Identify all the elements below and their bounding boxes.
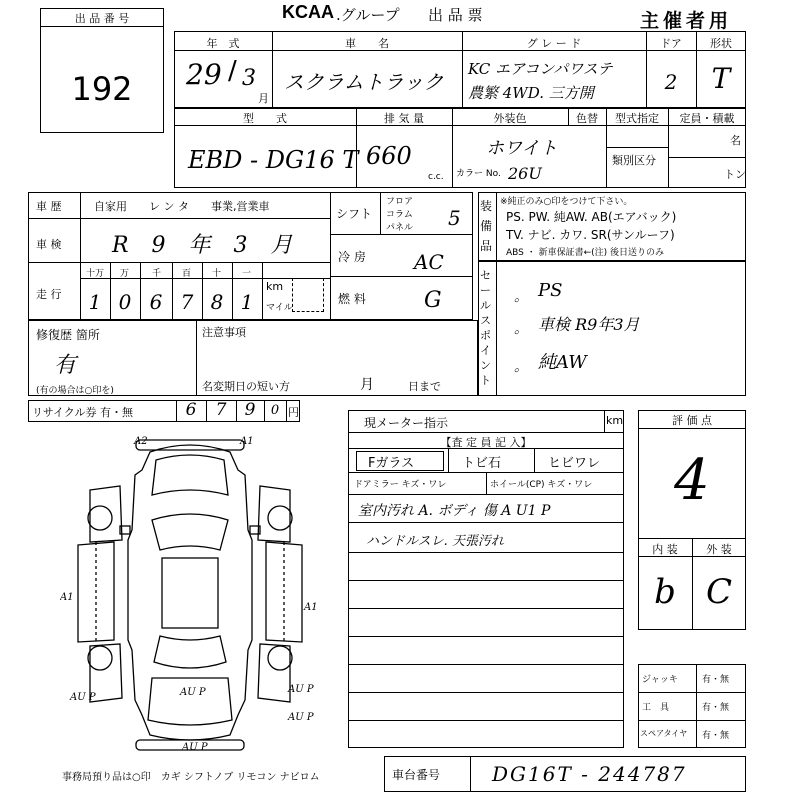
equipment-line2: TV. ナビ. カワ. SR(サンルーフ) — [506, 228, 675, 242]
cc-unit: c.c. — [428, 172, 444, 182]
mileage-digit: 8 — [210, 290, 224, 314]
doors-value: 2 — [664, 70, 678, 94]
digit-header: 十万 — [86, 269, 105, 279]
shift-value: 5 — [448, 206, 461, 230]
inspection-label: 車 検 — [36, 238, 62, 251]
digit-header: 百 — [182, 269, 192, 279]
shift-option: コラム — [386, 210, 413, 220]
interior-label: 内 装 — [652, 543, 678, 556]
recycle-label: リサイクル券 有・無 — [32, 406, 133, 419]
brand-logo: KCAA — [282, 2, 334, 22]
glass-label: Fガラス — [368, 456, 415, 471]
month-value: 3 — [242, 66, 256, 91]
inspector-title: 【査 定 員 記 入】 — [440, 436, 532, 449]
exterior-value: C — [705, 572, 732, 612]
capacity-label: 定員・積載 — [679, 112, 735, 125]
model-name-value: スクラムトラック — [284, 70, 444, 94]
sheet-title: 出 品 票 — [428, 6, 483, 24]
mirror-label: ドアミラー キズ・ワレ — [354, 480, 447, 490]
model-name-label: 車 名 — [345, 37, 389, 50]
recycle-digit: 9 — [244, 400, 256, 420]
tool-value: 有・無 — [702, 675, 730, 685]
chip-label: トビ石 — [462, 456, 502, 471]
sponsor-label: 主催者用 — [640, 10, 733, 32]
type-label: 型 式 — [243, 112, 287, 125]
fuel-value: G — [424, 288, 442, 313]
equipment-line1: PS. PW. 純AW. AB(エアバック) — [506, 210, 677, 224]
displacement-label: 排 気 量 — [384, 112, 424, 125]
shape-label: 形状 — [710, 37, 732, 50]
equipment-side-label: 装備品 — [480, 199, 493, 253]
inspector-note: 室内汚れ A. ボディ 傷 A U1 P — [358, 503, 551, 519]
recycle-digit: 7 — [215, 400, 227, 420]
exterior-label: 外 装 — [706, 543, 732, 556]
equipment-note: ※純正のみ○印をつけて下さい。 — [500, 197, 633, 207]
diagram-mark: A1 — [304, 602, 318, 613]
tool-label: 工 具 — [642, 703, 670, 713]
diagram-mark: A2 — [134, 436, 148, 447]
repair-label: 修復歴 箇所 — [36, 328, 100, 342]
meter-km: km — [606, 414, 624, 427]
tool-label: スペアタイヤ — [640, 729, 688, 738]
color-no-value: 26U — [508, 164, 542, 183]
type-designation-label: 型式指定 — [615, 112, 659, 125]
recycle-digit: 0 — [270, 403, 280, 418]
diagram-mark: AU P — [180, 687, 206, 698]
color-change-label: 色替 — [576, 112, 598, 125]
sales-point: 純AW — [538, 352, 587, 373]
diagram-mark: AU P — [182, 742, 208, 753]
office-note: 事務局預り品は○印 カギ シフトノブ リモコン ナビロム — [62, 772, 320, 783]
inspector-note: ハンドルスレ. 天張汚れ — [366, 534, 504, 549]
score-label: 評 価 点 — [672, 414, 712, 427]
equipment-line3: ABS ・ 新車保証書←(注) 後日送りのみ — [506, 248, 665, 258]
shape-value: T — [711, 62, 731, 95]
ac-value: AC — [414, 250, 444, 274]
recycle-digit: 6 — [185, 400, 197, 420]
recycle-yen: 円 — [288, 406, 299, 419]
fuel-label: 燃 料 — [338, 292, 366, 306]
mileage-digit: 7 — [180, 290, 194, 314]
color-value: ホワイト — [486, 138, 558, 159]
repair-note: (有の場合は○印を) — [36, 386, 114, 396]
color-label: 外装色 — [493, 112, 527, 125]
month-unit: 月 — [258, 92, 269, 105]
digit-header: 一 — [242, 269, 252, 279]
lot-label: 出 品 番 号 — [74, 12, 130, 25]
shift-option: フロア — [386, 197, 414, 207]
sales-side-label: セールスポイント — [480, 269, 491, 387]
km-label: km — [266, 280, 284, 293]
meter-label: 現メーター指示 — [364, 416, 449, 430]
sales-point: 車検 R9年3月 — [538, 315, 640, 334]
deadline-day: 日まで — [408, 380, 441, 393]
caution-label: 注意事項 — [202, 326, 246, 339]
grade-value-line1: KC エアコンパワステ — [468, 60, 613, 78]
digit-header: 千 — [152, 269, 162, 279]
wheel-label: ホイール(CP) キズ・ワレ — [490, 480, 593, 490]
year-value: 29 — [186, 58, 222, 91]
shift-option: パネル — [386, 223, 414, 233]
type-value: EBD - DG16 T — [188, 146, 359, 174]
digit-header: 十 — [212, 269, 222, 279]
crack-label: ヒビワレ — [548, 456, 601, 471]
tool-value: 有・無 — [702, 703, 730, 713]
interior-value: b — [654, 572, 676, 612]
score-value: 4 — [674, 448, 710, 513]
deadline-label: 名変期日の短い方 — [202, 380, 290, 393]
mile-label: マイル — [266, 303, 293, 313]
displacement-value: 660 — [366, 142, 412, 170]
history-label: 車 歴 — [36, 200, 62, 213]
doors-label: ドア — [660, 37, 682, 50]
sales-point: PS — [538, 280, 563, 301]
color-no-label: カラー No. — [456, 169, 501, 179]
shift-label: シフト — [336, 207, 373, 221]
diagram-mark: AU P — [288, 712, 314, 723]
mileage-digit: 6 — [149, 290, 163, 314]
ac-label: 冷 房 — [338, 250, 366, 264]
repair-value: 有 — [54, 353, 77, 378]
year-label: 年 式 — [206, 37, 240, 50]
mileage-label: 走 行 — [36, 288, 62, 301]
history-options: 自家用 レ ン タ 事業,営業車 — [94, 200, 270, 213]
mileage-digit: 1 — [88, 290, 102, 314]
diagram-mark: A1 — [60, 592, 74, 603]
chassis-value: DG16T - 244787 — [492, 762, 687, 786]
ton-unit: トン — [724, 168, 746, 181]
chassis-label: 車台番号 — [392, 768, 441, 782]
inspection-value: R 9 年 3 月 — [112, 233, 301, 258]
grade-value-line2: 農繁 4WD. 三方開 — [468, 84, 594, 102]
diagram-mark: AU P — [70, 692, 96, 703]
lot-number: 192 — [71, 70, 133, 108]
group-label: .グループ — [336, 6, 400, 24]
class-label: 類別区分 — [612, 154, 656, 167]
diagram-mark: AU P — [288, 684, 314, 695]
grade-label: グ レ ー ド — [526, 37, 582, 50]
mileage-digit: 1 — [240, 290, 254, 314]
tool-value: 有・無 — [702, 731, 730, 741]
mileage-digit: 0 — [118, 290, 132, 314]
deadline-month: 月 — [360, 377, 374, 393]
digit-header: 万 — [120, 269, 130, 279]
persons-unit: 名 — [730, 134, 741, 147]
car-diagram — [60, 430, 320, 765]
tool-label: ジャッキ — [642, 675, 678, 685]
diagram-mark: A1 — [240, 436, 254, 447]
